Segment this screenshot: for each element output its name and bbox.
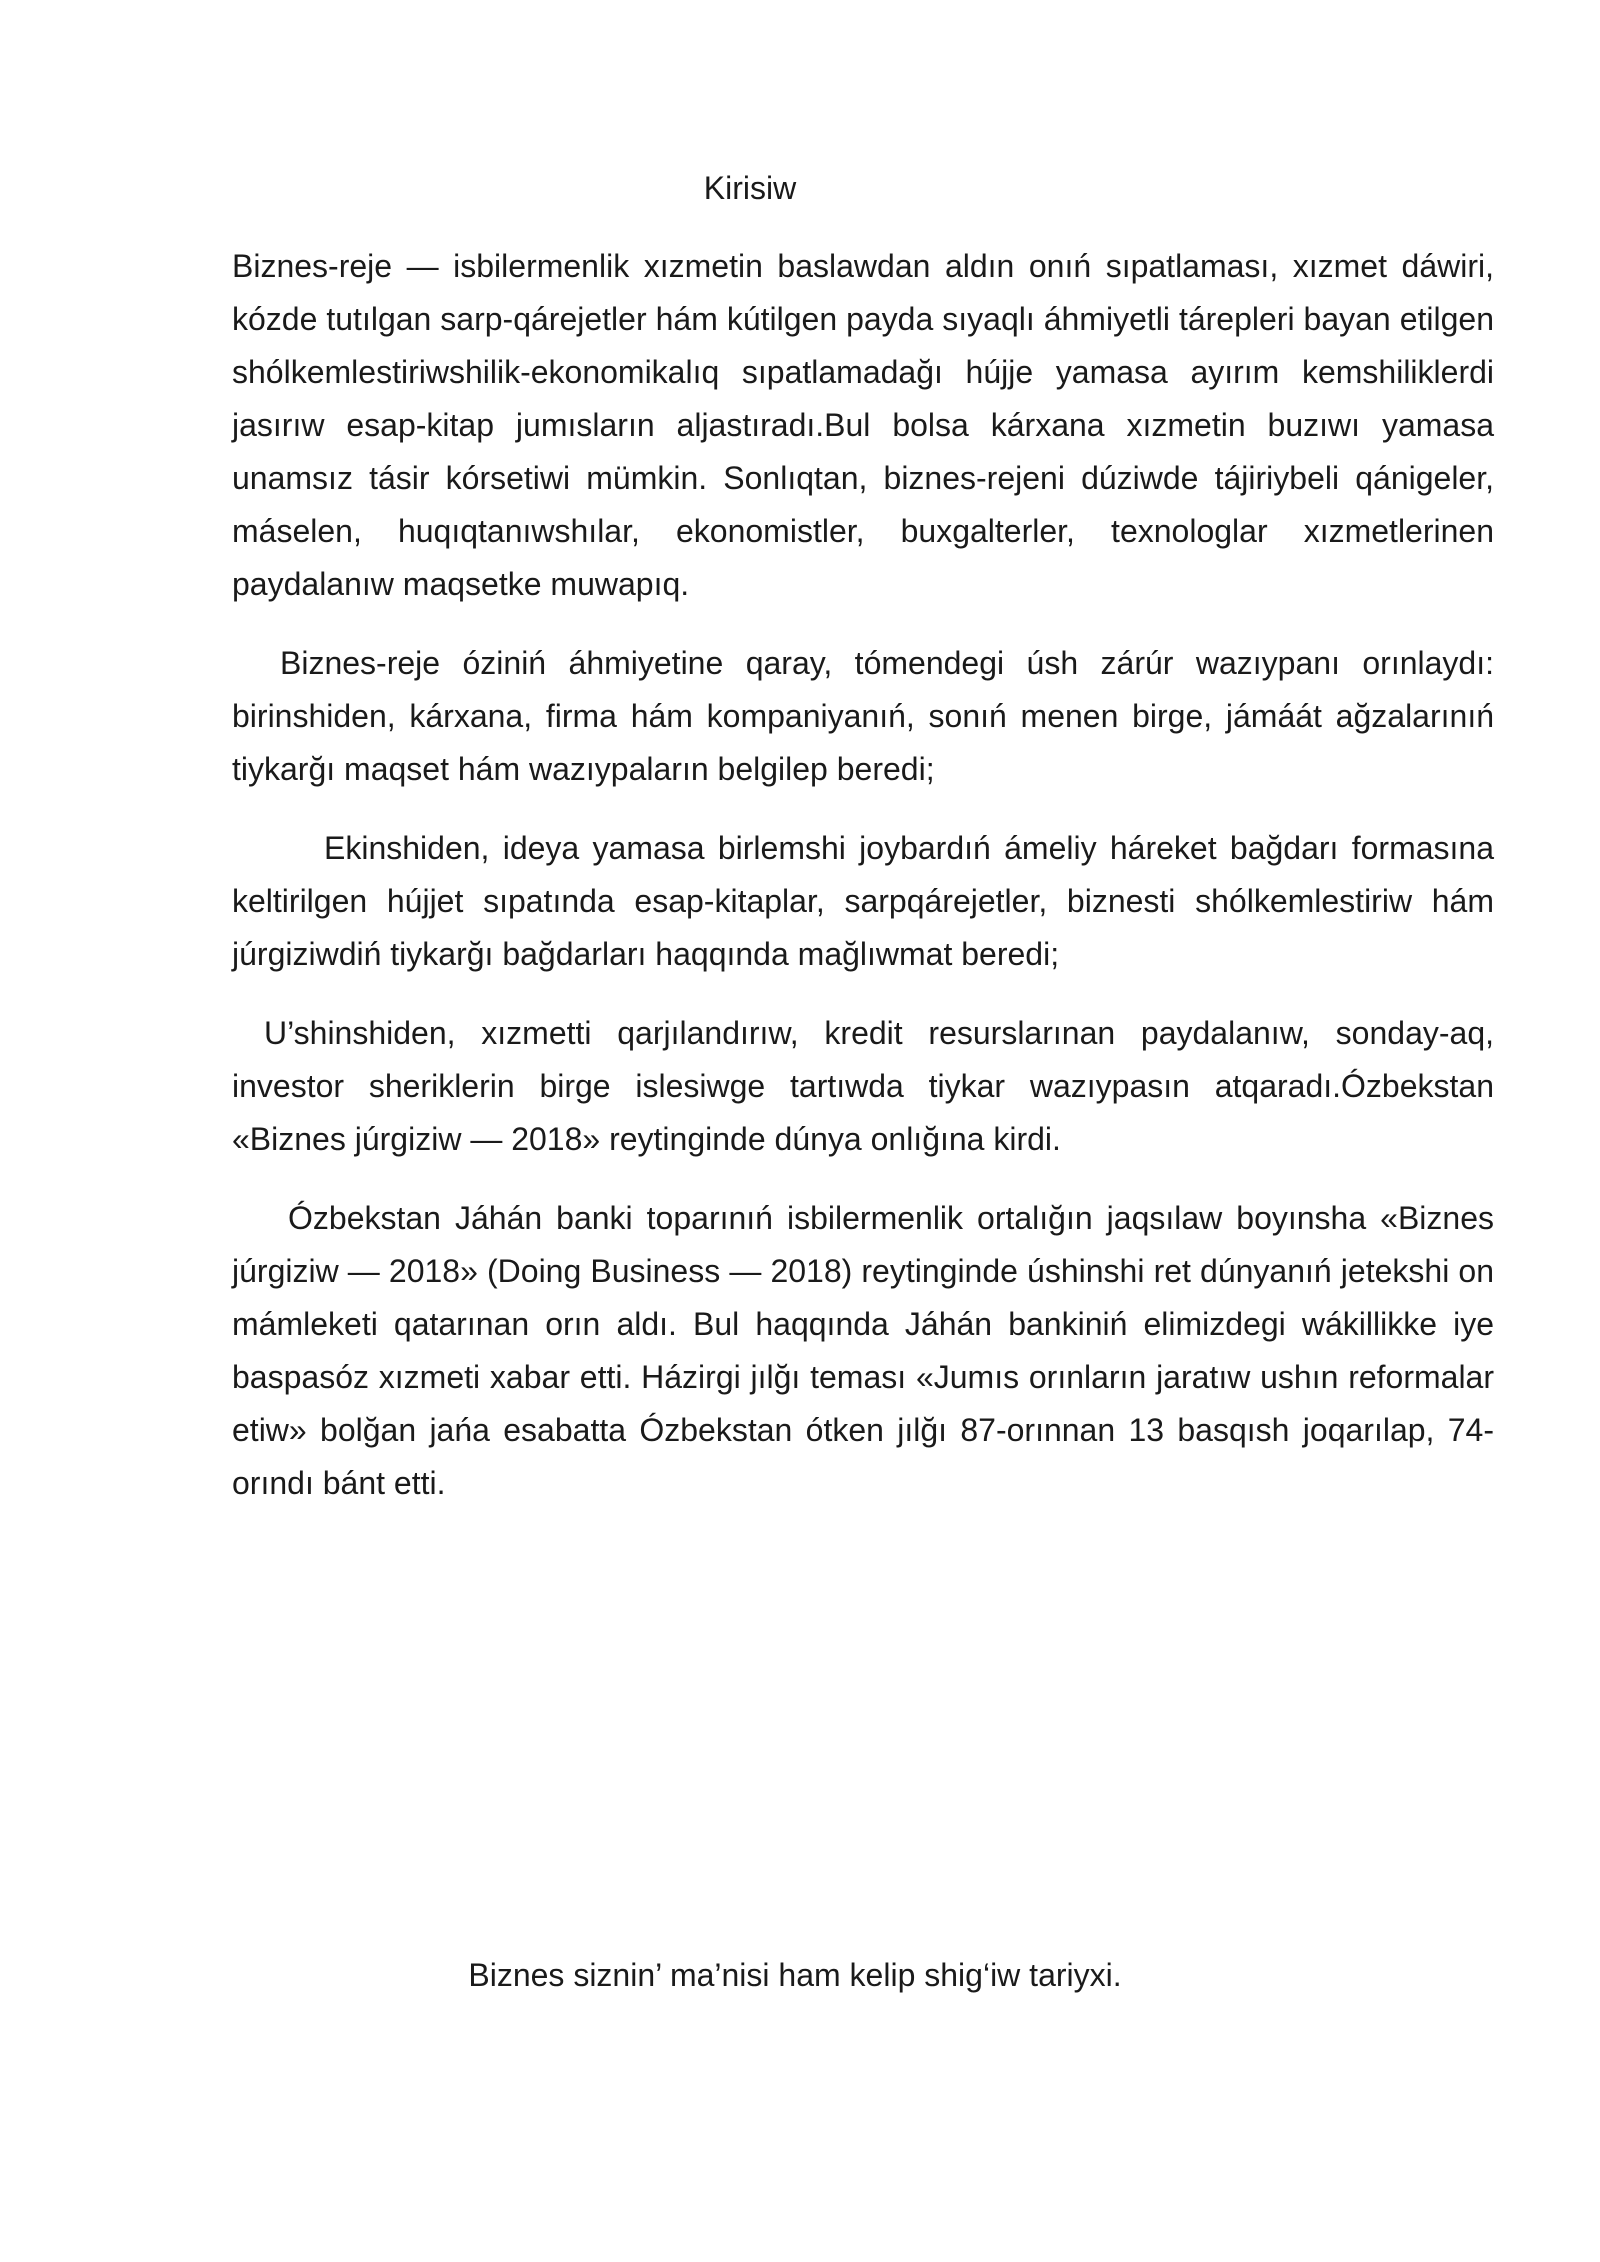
paragraph-third: U’shinshiden, xızmetti qarjılandırıw, kredit resurslarınan paydalanıw, sonday-aq, investor sheriklerin birge islesiwge tartıwda tiykar wazıypasın atqaradı.Ózbekstan «Biznes júrgiziw — 2018» reytinginde dúnya onlığına kirdi. xyxy=(232,1015,1494,1157)
paragraph-tasks: Biznes-reje óziniń áhmiyetine qaray, tómendegi úsh zárúr wazıypanı orınlaydı: birinshiden, kárxana, firma hám kompaniyanıń, sonıń menen birge, jámáát ağzalarınıń tiykarğı maqset hám wazıypaların belgilep beredi; xyxy=(232,645,1494,787)
paragraph-ranking: Ózbekstan Jáhán banki toparınıń isbilermenlik ortalığın jaqsılaw boyınsha «Biznes júrgiziw — 2018» (Doing Business — 2018) reytinginde úshinshi ret dúnyanıń jetekshi on mámleketi qatarınan orın aldı. Bul haqqında Jáhán bankiniń elimizdegi wákillikke iye baspasóz xızmeti xabar etti. Házirgi jılğı teması «Jumıs orınların jaratıw ushın reformalar etiw» bolğan jańa esabatta Ózbekstan ótken jılğı 87-orınnan 13 basqısh joqarılap, 74-orındı bánt etti. xyxy=(232,1200,1494,1501)
paragraph-intro: Biznes-reje — isbilermenlik xızmetin baslawdan aldın onıń sıpatlaması, xızmet dáwiri, kózde tutılgan sarp-qárejetler hám kútilgen payda sıyaqlı áhmiyetli tárepleri bayan etilgen shólkemlestiriwshilik-ekonomikalıq sıpatlamadağı hújje yamasa ayırım kemshiliklerdi jasırıw esap-kitap jumısların aljastıradı.Bul bolsa kárxana xızmetin buzıwı yamasa unamsız tásir kórsetiwi mümkin. Sonlıqtan, biznes-rejeni dúziwde tájiriybeli qánigeler, máselen, huqıqtanıwshılar, ekonomistler, buxgalterler, texnologlar xızmetlerinen paydalanıw maqsetke muwapıq. xyxy=(232,248,1494,602)
paragraph-second: Ekinshiden, ideya yamasa birlemshi joybardıń ámeliy háreket bağdarı formasına keltirilgen hújjet sıpatında esap-kitaplar, sarpqárejetler, biznesti shólkemlestiriw hám júrgiziwdiń tiykarğı bağdarları haqqında mağlıwmat beredi; xyxy=(232,830,1494,972)
section-heading: Biznes siznin’ ma’nisi ham kelip shig‘iw tariyxi. xyxy=(468,1957,1122,1993)
document-body xyxy=(232,240,1494,1536)
page-title: Kirisiw xyxy=(703,170,797,206)
